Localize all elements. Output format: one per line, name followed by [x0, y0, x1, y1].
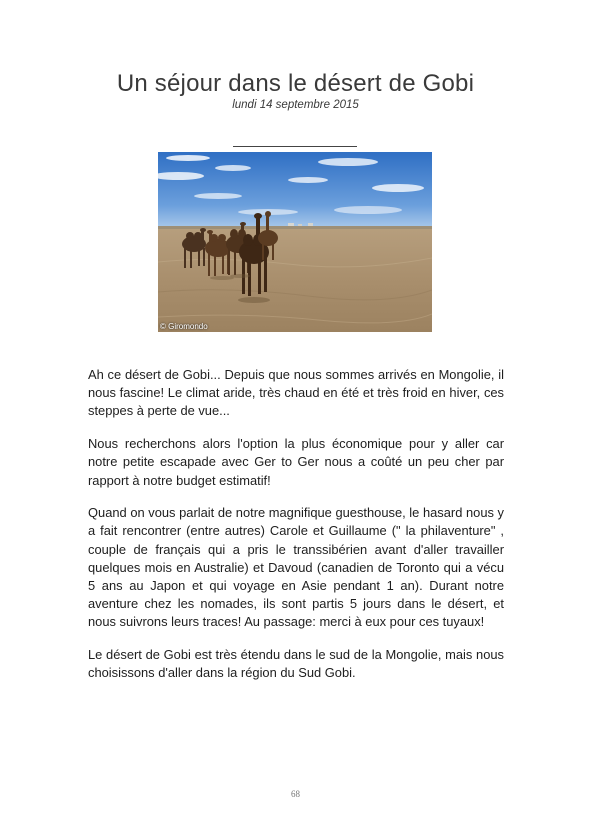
- camels-photo: [158, 152, 432, 332]
- paragraph: Nous recherchons alors l'option la plus économique pour y aller car notre petite escapade avec Ger to Ger nous a coûté un peu cher par rapport à notre budget estimatif!: [88, 436, 504, 488]
- paragraph: Quand on vous parlait de notre magnifique guesthouse, le hasard nous y a fait rencontrer (entre autres) Carole et Guillaume (" la philaventure" , couple de français qui a pris le transsibérien avant d'aller travailler quelques mois en Australie) et Davoud (canadien de Toronto qui a vécu 5 ans au Japon et qui voyage en Asie pendant 1 an). Durant notre aventure chez les nomades, ils sont partis 5 jours dans le désert, et nous suivrons leurs traces! Au passage: merci à eux pour ces tuyaux!: [88, 505, 504, 630]
- camels-photo-illustration: [158, 152, 432, 332]
- paragraph: Ah ce désert de Gobi... Depuis que nous sommes arrivés en Mongolie, il nous fascine! Le climat aride, très chaud en été et très froid en hiver, ces steppes à perte de vue...: [88, 367, 504, 419]
- post-date: lundi 14 septembre 2015: [232, 99, 359, 111]
- photo-credit: © Giromondo: [160, 322, 208, 331]
- page-title: Un séjour dans le désert de Gobi: [116, 70, 475, 97]
- paragraph: Le désert de Gobi est très étendu dans le sud de la Mongolie, mais nous choisissons d'aller dans la région du Sud Gobi.: [88, 647, 504, 681]
- article-body: [88, 366, 504, 697]
- title-separator: [233, 146, 357, 147]
- page-number: 68: [291, 789, 300, 799]
